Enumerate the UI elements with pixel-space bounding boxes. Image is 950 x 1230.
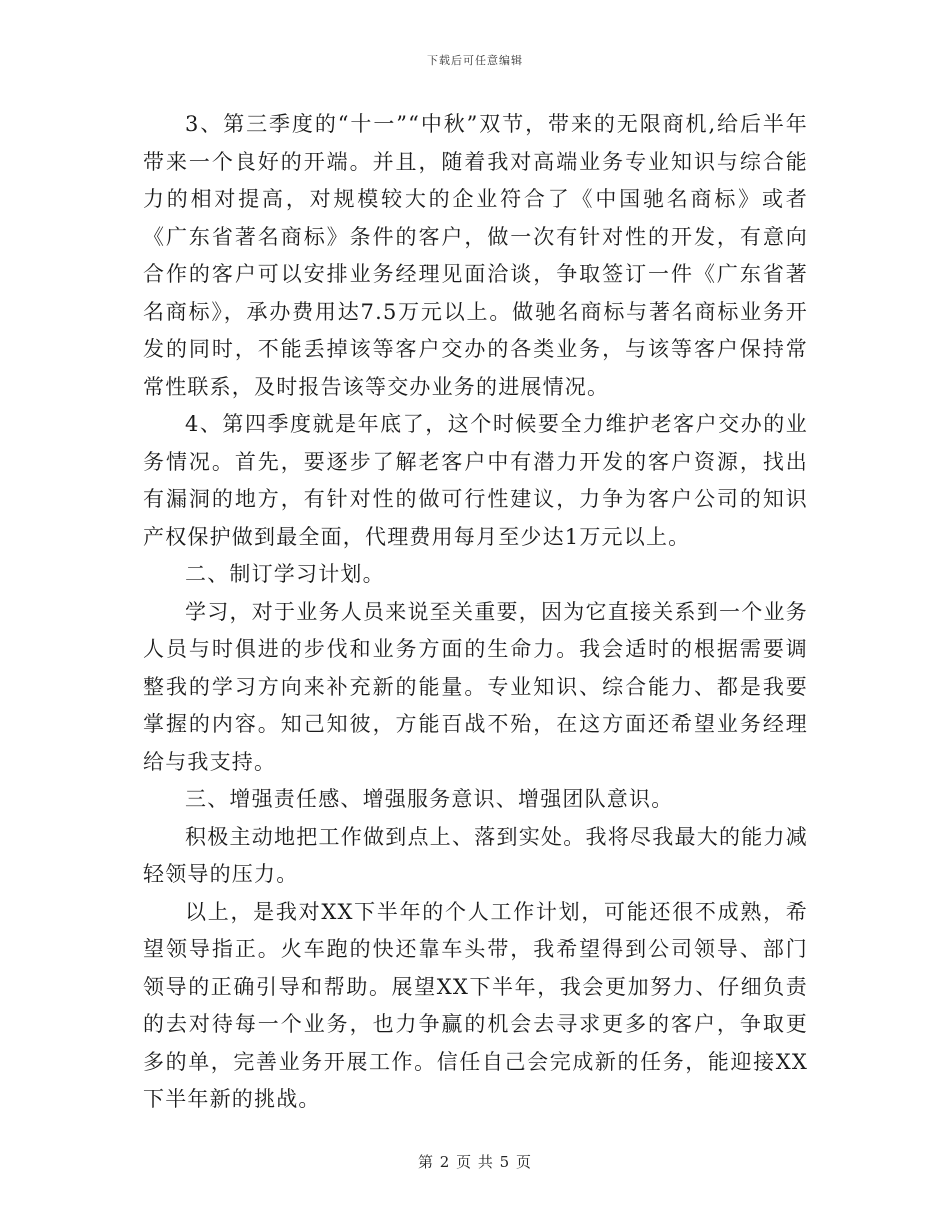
paragraph-study: 学习，对于业务人员来说至关重要，因为它直接关系到一个业务人员与时俱进的步伐和业务方面的生命力。我会适时的根据需要调整我的学习方向来补充新的能量。专业知识、综合能力、都是我要掌握的内容。知己知彼，方能百战不殆，在这方面还希望业务经理给与我支持。 <box>143 599 808 774</box>
paragraph-conclusion: 以上，是我对XX下半年的个人工作计划，可能还很不成熟，希望领导指正。火车跑的快还靠车头带，我希望得到公司领导、部门领导的正确引导和帮助。展望XX下半年，我会更加努力、仔细负责的去对待每一个业务，也力争赢的机会去寻求更多的客户，争取更多的单，完善业务开展工作。信任自己会完成新的任务，能迎接XX下半年新的挑战。 <box>143 899 808 1111</box>
document-body <box>143 106 808 1119</box>
section-heading-responsibility: 三、增强责任感、增强服务意识、增强团队意识。 <box>185 787 674 811</box>
paragraph-q4-plan: 4、第四季度就是年底了，这个时候要全力维护老客户交办的业务情况。首先，要逐步了解老客户中有潜力开发的客户资源，找出有漏洞的地方，有针对性的做可行性建议，力争为客户公司的知识产权保护做到最全面，代理费用每月至少达1万元以上。 <box>143 412 808 549</box>
paragraph-q3-plan: 3、第三季度的“十一”“中秋”双节，带来的无限商机,给后半年带来一个良好的开端。并且，随着我对高端业务专业知识与综合能力的相对提高，对规模较大的企业符合了《中国驰名商标》或者《广东省著名商标》条件的客户，做一次有针对性的开发，有意向合作的客户可以安排业务经理见面洽谈，争取签订一件《广东省著名商标》，承办费用达7.5万元以上。做驰名商标与著名商标业务开发的同时，不能丢掉该等客户交办的各类业务，与该等客户保持常常性联系，及时报告该等交办业务的进展情况。 <box>143 112 808 399</box>
page-header-note: 下载后可任意编辑 <box>427 54 523 67</box>
paragraph-initiative: 积极主动地把工作做到点上、落到实处。我将尽我最大的能力减轻领导的压力。 <box>143 824 808 886</box>
section-heading-study-plan: 二、制订学习计划。 <box>185 562 385 586</box>
page-number-footer: 第 2 页 共 5 页 <box>418 1153 532 1171</box>
